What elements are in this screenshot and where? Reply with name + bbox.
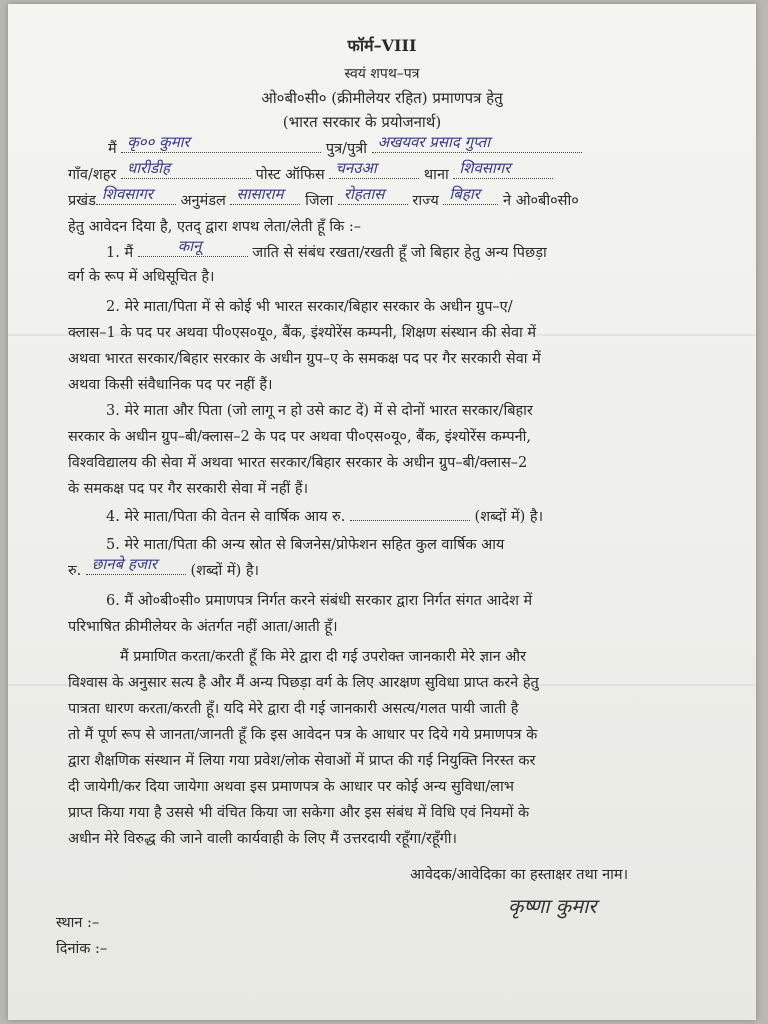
- date-label: दिनांक :–: [56, 941, 108, 957]
- label-block: प्रखंड: [68, 193, 96, 209]
- label-p5b: रु.: [68, 563, 82, 579]
- state-field: [443, 185, 498, 205]
- affidavit-page: [8, 4, 756, 1020]
- p2-line: 2. मेरे माता/पिता में से कोई भी भारत सरकार/बिहार सरकार के अधीन ग्रुप–ए/: [106, 299, 513, 315]
- label-district: जिला: [305, 193, 334, 209]
- declaration-line: मैं प्रमाणित करता/करती हूँ कि मेरे द्वारा दी गई उपरोक्त जानकारी मेरे ज्ञान और: [120, 649, 527, 665]
- p3-line: सरकार के अधीन ग्रुप–बी/क्लास–2 के पद पर अथवा पी०एस०यू०, बैंक, इंश्योरेंस कम्पनी,: [68, 429, 532, 445]
- caste-handwriting: कानू: [177, 237, 202, 255]
- label-p1a: 1. मैं: [106, 245, 134, 261]
- state-handwriting: बिहार: [449, 185, 480, 203]
- signature-caption: आवेदक/आवेदिका का हस्ताक्षर तथा नाम।: [410, 867, 629, 883]
- p3-line: 3. मेरे माता और पिता (जो लागू न हो उसे काट दें) में से दोनों भारत सरकार/बिहार: [106, 403, 533, 419]
- label-p1b: जाति से संबंध रखता/रखती हूँ जो बिहार हेतु अन्य पिछड़ा: [252, 245, 547, 261]
- post-office-handwriting: चनउआ: [335, 159, 377, 177]
- label-son-daughter: पुत्र/पुत्री: [325, 141, 368, 157]
- form-number: फॉर्म–VIII: [347, 36, 417, 55]
- name-handwriting: कृ०० कुमार: [127, 133, 190, 151]
- p3-line: विश्वविद्यालय की सेवा में अथवा भारत सरकार/बिहार सरकार के अधीन ग्रुप–बी/क्लास–2: [68, 455, 528, 471]
- subdivision-handwriting: सासाराम: [236, 185, 284, 203]
- place-label: स्थान :–: [56, 915, 100, 931]
- block-field: [96, 185, 176, 205]
- form-subtitle: (भारत सरकार के प्रयोजनार्थ): [282, 113, 442, 131]
- name-line: [108, 133, 748, 158]
- p5-line: [68, 555, 708, 580]
- declaration-line: प्राप्त किया गया है उससे भी वंचित किया जा सकेगा और इस संबंध में विधि एवं नियमों के: [68, 805, 530, 821]
- p5-line: 5. मेरे माता/पिता की अन्य स्रोत से बिजनेस/प्रोफेशन सहित कुल वार्षिक आय: [106, 537, 505, 553]
- p1-line: [106, 237, 746, 262]
- district-field: [338, 185, 408, 205]
- post-office-field: [329, 159, 419, 179]
- p6-line: 6. मैं ओ०बी०सी० प्रमाणपत्र निर्गत करने संबंधी सरकार द्वारा निर्गत संगत आदेश में: [106, 593, 533, 609]
- form-subtitle: ओ०बी०सी० (क्रीमीलेयर रहित) प्रमाणपत्र हेतु: [261, 89, 503, 107]
- label-main: मैं: [108, 141, 117, 157]
- p2-line: अथवा किसी संवैधानिक पद पर नहीं हैं।: [68, 377, 273, 393]
- other-income-handwriting: छानबे हजार: [91, 555, 158, 573]
- address-line: [68, 159, 708, 184]
- declaration-line: पात्रता धारण करता/करती हूँ। यदि मेरे द्वारा दी गई जानकारी असत्य/गलत पायी जाती है: [68, 701, 519, 717]
- block-handwriting: शिवसागर: [101, 185, 153, 203]
- parent-field: [372, 133, 582, 153]
- label-village: गाँव/शहर: [68, 167, 117, 183]
- police-station-field: [453, 159, 553, 179]
- p6-line: परिभाषित क्रीमीलेयर के अंतर्गत नहीं आता/आती हूँ।: [68, 619, 338, 635]
- label-p4b: (शब्दों में) है।: [474, 509, 544, 525]
- label-police-station: थाना: [423, 167, 449, 183]
- subdivision-field: [230, 185, 300, 205]
- declaration-line: द्वारा शैक्षणिक संस्थान में लिया गया प्रवेश/लोक सेवाओं में प्राप्त की गई नियुक्ति निरस्त कर: [68, 753, 536, 769]
- village-handwriting: धारीडीह: [126, 159, 170, 177]
- district-handwriting: रोहतास: [343, 185, 385, 203]
- declaration-line: विश्वास के अनुसार सत्य है और मैं अन्य पिछड़ा वर्ग के लिए आरक्षण सुविधा प्राप्त करने हेतु: [68, 675, 539, 691]
- intro-line: हेतु आवेदन दिया है, एतद् द्वारा शपथ लेता/लेती हूँ कि :–: [68, 219, 362, 235]
- label-p4a: 4. मेरे माता/पिता की वेतन से वार्षिक आय रु.: [106, 509, 346, 525]
- label-state: राज्य: [412, 193, 439, 209]
- block-line: [68, 185, 708, 210]
- label-state-tail: ने ओ०बी०सी०: [503, 193, 579, 209]
- name-field: [121, 133, 321, 153]
- label-p5c: (शब्दों में) है।: [190, 563, 260, 579]
- p2-line: अथवा भारत सरकार/बिहार सरकार के अधीन ग्रुप–ए के समकक्ष पद पर गैर सरकारी सेवा में: [68, 351, 541, 367]
- declaration-line: अधीन मेरे विरुद्ध की जाने वाली कार्यवाही के लिए मैं उत्तरदायी रहूँगा/रहूँगी।: [68, 831, 458, 847]
- other-income-field: [86, 555, 186, 575]
- declaration-line: तो मैं पूर्ण रूप से जानता/जानती हूँ कि इस आवेदन पत्र के आधार पर दिये गये प्रमाणपत्र के: [68, 727, 538, 743]
- village-field: [121, 159, 251, 179]
- signature: कृष्णा कुमार: [508, 894, 597, 918]
- parent-handwriting: अखयवर प्रसाद गुप्ता: [377, 133, 491, 151]
- p1-line: वर्ग के रूप में अधिसूचित है।: [68, 269, 215, 285]
- salary-income-field: [350, 506, 470, 521]
- form-subtitle: स्वयं शपथ–पत्र: [344, 66, 420, 82]
- caste-field: [138, 237, 248, 257]
- p2-line: क्लास–1 के पद पर अथवा पी०एस०यू०, बैंक, इंश्योरेंस कम्पनी, शिक्षण संस्थान की सेवा में: [68, 325, 537, 341]
- label-subdivision: अनुमंडल: [180, 193, 226, 209]
- police-station-handwriting: शिवसागर: [459, 159, 511, 177]
- p3-line: के समकक्ष पद पर गैर सरकारी सेवा में नहीं हैं।: [68, 481, 309, 497]
- label-post-office: पोस्ट ऑफिस: [255, 167, 325, 183]
- declaration-line: दी जायेगी/कर दिया जायेगा अथवा इस प्रमाणपत्र के आधार पर कोई अन्य सुविधा/लाभ: [68, 779, 514, 795]
- p4-line: [106, 506, 746, 526]
